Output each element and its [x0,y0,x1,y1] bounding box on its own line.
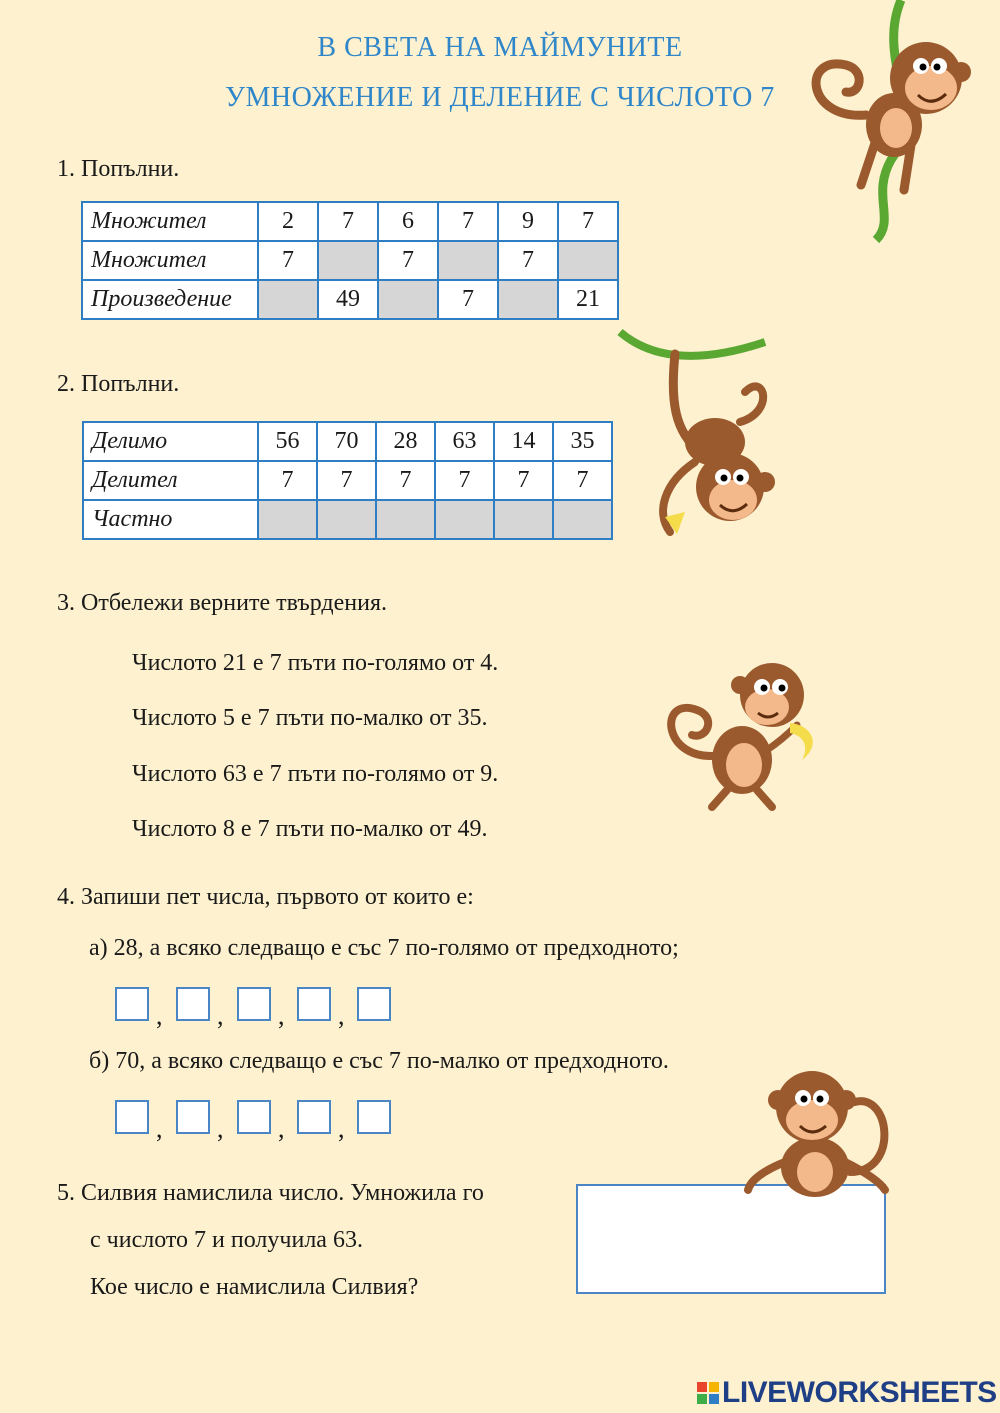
answer-cell[interactable] [435,500,494,539]
answer-box[interactable] [297,987,331,1021]
row-quotient [83,500,612,539]
task5-line1: 5. Силвия намислила число. Умножила го [57,1180,484,1206]
value-cell: 7 [258,461,317,500]
value-cell: 70 [317,422,376,461]
comma: , [156,1114,163,1143]
division-table [82,421,613,540]
value-cell: 7 [438,280,498,319]
monkey-sitting-icon [740,1062,895,1202]
answer-cell[interactable] [258,280,318,319]
value-cell: 7 [376,461,435,500]
task3-prompt: 3. Отбележи верните твърдения. [57,590,387,616]
answer-box[interactable] [115,987,149,1021]
task4b-text: б) 70, а всяко следващо е със 7 по-малко от предходното. [89,1048,669,1074]
value-cell: 7 [494,461,553,500]
answer-cell[interactable] [378,280,438,319]
comma: , [217,1114,224,1143]
liveworksheets-logo [697,1376,997,1410]
value-cell: 2 [258,202,318,241]
statement-4[interactable]: Числото 8 е 7 пъти по-малко от 49. [132,816,488,842]
answer-cell[interactable] [498,280,558,319]
answer-box[interactable] [297,1100,331,1134]
answer-box[interactable] [176,987,210,1021]
value-cell: 14 [494,422,553,461]
comma: , [338,1114,345,1143]
row-label: Делимо [83,422,258,461]
value-cell: 56 [258,422,317,461]
answer-cell[interactable] [558,241,618,280]
value-cell: 7 [318,202,378,241]
answer-box[interactable] [237,1100,271,1134]
value-cell: 7 [558,202,618,241]
answer-cell[interactable] [438,241,498,280]
statement-3[interactable]: Числото 63 е 7 пъти по-голямо от 9. [132,761,499,787]
task4a-text: а) 28, а всяко следващо е със 7 по-голямо от предходното; [89,935,679,961]
value-cell: 6 [378,202,438,241]
value-cell: 28 [376,422,435,461]
monkey-with-banana-icon [662,655,827,820]
task2-prompt: 2. Попълни. [57,371,180,397]
answer-box[interactable] [357,1100,391,1134]
value-cell: 7 [317,461,376,500]
comma: , [156,1001,163,1030]
multiplication-table [81,201,619,320]
statement-1[interactable]: Числото 21 е 7 пъти по-голямо от 4. [132,650,499,676]
answer-cell[interactable] [553,500,612,539]
task5-line3: Кое число е намислила Силвия? [90,1274,419,1300]
value-cell: 9 [498,202,558,241]
worksheet-subtitle: УМНОЖЕНИЕ И ДЕЛЕНИЕ С ЧИСЛОТО 7 [225,82,775,113]
comma: , [278,1114,285,1143]
task5-line2: с числото 7 и получила 63. [90,1227,363,1253]
value-cell: 35 [553,422,612,461]
row-label: Частно [83,500,258,539]
liveworksheets-logo-text: LIVEWORKSHEETS [722,1376,997,1409]
row-label: Делител [83,461,258,500]
row-product [82,280,618,319]
row-label: Произведение [82,280,258,319]
answer-box[interactable] [115,1100,149,1134]
answer-cell[interactable] [494,500,553,539]
value-cell: 7 [438,202,498,241]
answer-box[interactable] [357,987,391,1021]
answer-cell[interactable] [317,500,376,539]
value-cell: 49 [318,280,378,319]
task1-prompt: 1. Попълни. [57,156,180,182]
answer-cell[interactable] [376,500,435,539]
value-cell: 7 [378,241,438,280]
comma: , [278,1001,285,1030]
answer-cell[interactable] [258,500,317,539]
statement-2[interactable]: Числото 5 е 7 пъти по-малко от 35. [132,705,488,731]
value-cell: 7 [553,461,612,500]
row-label: Множител [82,241,258,280]
comma: , [217,1001,224,1030]
row-divisor [83,461,612,500]
answer-box[interactable] [176,1100,210,1134]
answer-cell[interactable] [318,241,378,280]
value-cell: 7 [258,241,318,280]
row-multiplier-1 [82,202,618,241]
monkey-on-vine-icon [806,0,976,245]
task4-prompt: 4. Запиши пет числа, първото от които е: [57,884,474,910]
comma: , [338,1001,345,1030]
value-cell: 63 [435,422,494,461]
row-label: Множител [82,202,258,241]
row-multiplier-2 [82,241,618,280]
monkey-hanging-icon [615,322,800,557]
value-cell: 7 [435,461,494,500]
liveworksheets-logo-icon [697,1382,719,1404]
answer-box[interactable] [237,987,271,1021]
worksheet-title: В СВЕТА НА МАЙМУНИТЕ [317,32,683,63]
row-dividend [83,422,612,461]
value-cell: 21 [558,280,618,319]
value-cell: 7 [498,241,558,280]
